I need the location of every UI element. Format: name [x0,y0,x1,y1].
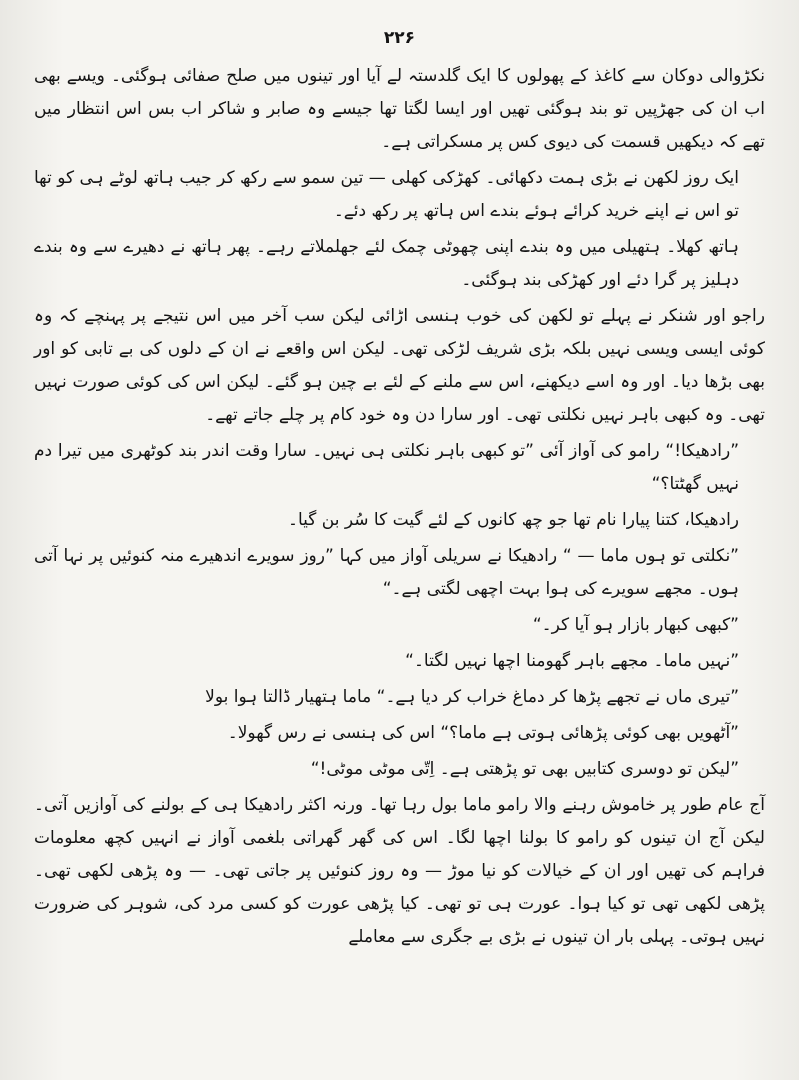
paragraph: نکڑوالی دوکان سے کاغذ کے پھولوں کا ایک گلدستہ لے آیا اور تینوں میں صلح صفائی ہوگئی۔ ویسے بھی اب ان کی جھڑپیں تو بند ہوگئی تھیں اور ایسا لگتا تھا جیسے وہ صابر و شاکر اب بس اس انتظار میں تھے کہ دیکھیں قسمت کی دیوی کس پر مسکراتی ہے۔ [34,66,765,152]
dialogue-paragraph: ”نکلتی تو ہوں ماما — “ رادھیکا نے سریلی آواز میں کہا ”روز سویرے اندھیرے منہ کنوئیں پر نہا آتی ہوں۔ مجھے سویرے کی ہوا بہت اچھی لگتی ہے۔“ [34,546,739,599]
dialogue-paragraph: ”کبھی کبھار بازار ہو آیا کر۔“ [532,615,739,635]
paragraph: رادھیکا، کتنا پیارا نام تھا جو چھ کانوں کے لئے گیت کا سُر بن گیا۔ [288,510,739,530]
dialogue-paragraph: ”رادھیکا!“ رامو کی آواز آئی ”تو کبھی باہر نکلتی ہی نہیں۔ سارا وقت اندر بند کوٹھری میں تیرا دم نہیں گھٹتا؟“ [34,441,739,494]
paragraph: ایک روز لکھن نے بڑی ہمت دکھائی۔ کھڑکی کھلی — تین سمو سے رکھ کر جیب ہاتھ لوٹے ہی کو تھا تو اس نے اپنے خرید کرائے ہوئے بندے اس ہاتھ پر رکھ دئے۔ [34,168,739,221]
dialogue-paragraph: ”تیری ماں نے تجھے پڑھا کر دماغ خراب کر دیا ہے۔“ ماما ہتھیار ڈالتا ہوا بولا [205,687,739,707]
dialogue-paragraph: ”لیکن تو دوسری کتابیں بھی تو پڑھتی ہے۔ اِتّی موٹی موٹی!“ [310,759,739,779]
paragraph: آج عام طور پر خاموش رہنے والا رامو ماما بول رہا تھا۔ ورنہ اکثر رادھیکا ہی کے بولنے کی آوازیں آتی۔ لیکن آج ان تینوں کو رامو کا بولنا اچھا لگا۔ اس کی گھر گھراتی بلغمی آواز نے انہیں کچھ معلومات فراہم کی تھیں اور ان کے خیالات کو نیا موڑ — وہ روز کنوئیں پر جاتی تھی۔ — وہ پڑھی لکھی تھی۔ پڑھی لکھی تھی تو کیا ہوا۔ عورت ہی تو تھی۔ کیا پڑھی عورت کو کسی مرد کی، شوہر کی ضرورت نہیں ہوتی۔ پہلی بار ان تینوں نے بڑی بے جگری سے معاملے [34,795,765,947]
page-number: ۲۲۶ [383,28,416,48]
paragraph: ہاتھ کھلا۔ ہتھیلی میں وہ بندے اپنی چھوٹی چمک لئے جھلملاتے رہے۔ پھر ہاتھ نے دھیرے سے وہ بندے دہلیز پر گرا دئے اور کھڑکی بند ہوگئی۔ [34,237,739,290]
dialogue-paragraph: ”نہیں ماما۔ مجھے باہر گھومنا اچھا نہیں لگتا۔“ [405,651,739,671]
dialogue-paragraph: ”آٹھویں بھی کوئی پڑھائی ہوتی ہے ماما؟“ اس کی ہنسی نے رس گھولا۔ [227,723,739,743]
page-text [34,60,765,954]
paragraph: راجو اور شنکر نے پہلے تو لکھن کی خوب ہنسی اڑائی لیکن سب آخر میں اس نتیجے پر پہنچے کہ وہ کوئی ایسی ویسی نہیں بلکہ بڑی شریف لڑکی تھی۔ لیکن اس واقعے نے ان کے دلوں کی بے تابی کو اور بھی بڑھا دیا۔ اور وہ اسے دیکھنے، اس سے ملنے کے لئے بے چین ہو گئے۔ لیکن اس کی کوئی صورت نہیں تھی۔ وہ کبھی باہر نہیں نکلتی تھی۔ اور سارا دن وہ خود کام پر چلے جاتے تھے۔ [34,306,765,425]
